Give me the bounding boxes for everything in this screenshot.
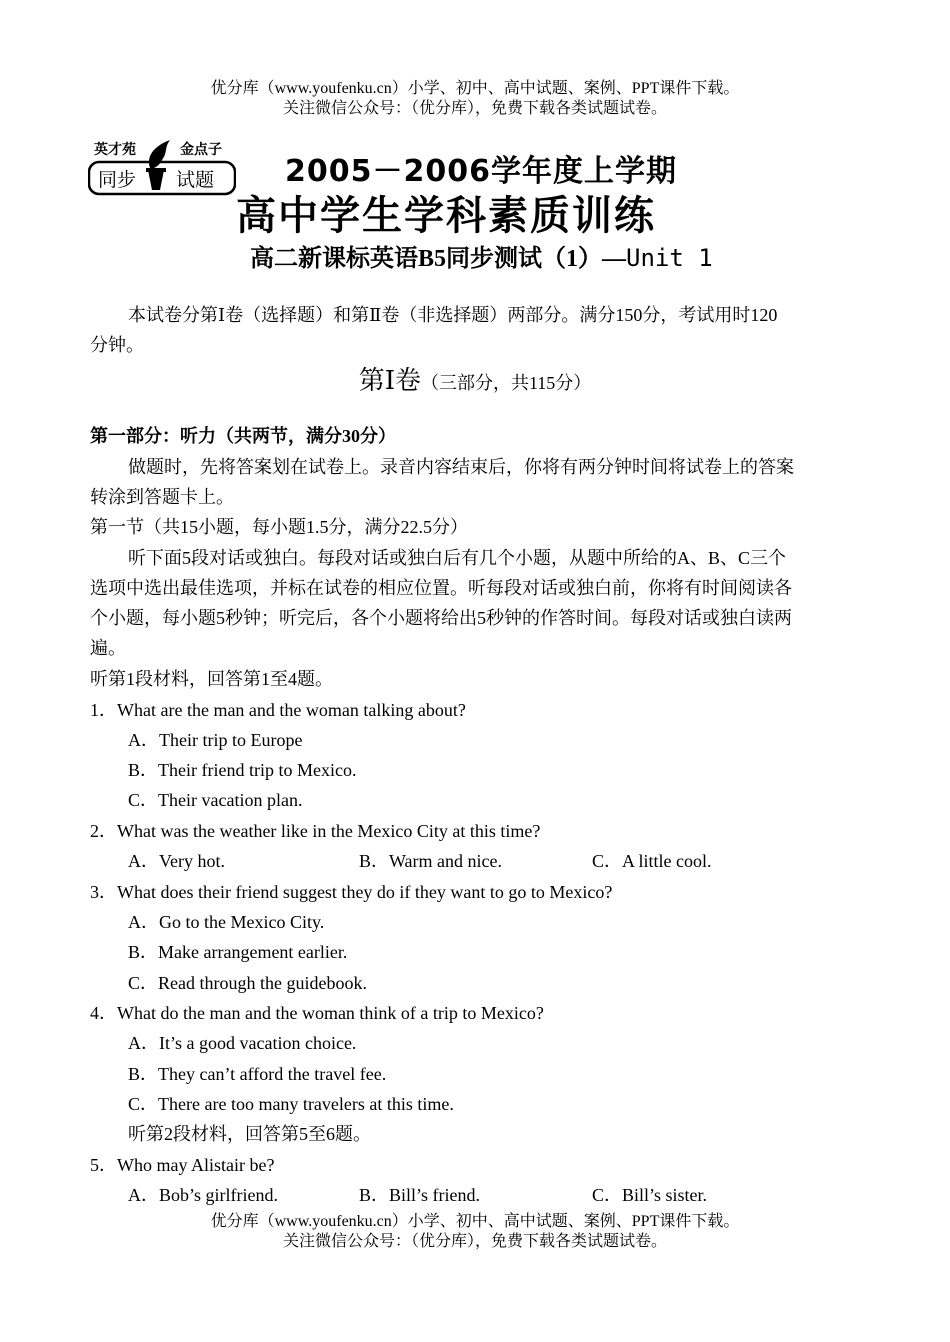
- title-year: 2005－2006学年度上学期: [285, 154, 677, 189]
- section-label-text: 第Ⅰ卷: [358, 366, 421, 395]
- intro-line-2: 分钟。: [90, 335, 144, 355]
- header-line-1: 优分库（www.youfenku.cn）小学、初中、高中试题、案例、PPT课件下载。: [210, 80, 740, 97]
- question-1-option-c: C．Their vacation plan.: [128, 790, 303, 810]
- footer-line-1: 优分库（www.youfenku.cn）小学、初中、高中试题、案例、PPT课件下载。: [210, 1213, 740, 1230]
- part1-sub1-heading: 第一节（共15小题，每小题1.5分，满分22.5分）: [90, 517, 468, 537]
- question-5-option-b: B．Bill’s friend.: [359, 1185, 480, 1205]
- section-label: [0, 360, 950, 397]
- logo-text-bottom-left: 同步: [98, 169, 137, 191]
- question-4-stem: 4．What do the man and the woman think of a trip to Mexico?: [90, 1003, 544, 1023]
- question-2-option-c: C．A little cool.: [592, 851, 712, 871]
- footer-line-2: 关注微信公众号：（优分库），免费下载各类试题试卷。: [282, 1233, 667, 1250]
- question-2-option-a: A．Very hot.: [128, 851, 225, 871]
- question-1-option-b: B．Their friend trip to Mexico.: [128, 760, 357, 780]
- title-sub: [250, 238, 713, 273]
- part1-heading: 第一部分：听力（共两节，满分30分）: [90, 426, 396, 446]
- sub1-instr-line-1: 听下面5段对话或独白。每段对话或独白后有几个小题，从题中所给的A、B、C三个: [128, 548, 787, 568]
- sub1-instr-line-2: 选项中选出最佳选项，并标在试卷的相应位置。听每段对话或独白前，你将有时间阅读各: [90, 578, 792, 598]
- header-line-2: 关注微信公众号：（优分库），免费下载各类试题试卷。: [282, 100, 667, 117]
- intro-line-1: 本试卷分第Ⅰ卷（选择题）和第Ⅱ卷（非选择题）两部分。满分150分，考试用时120: [128, 305, 778, 325]
- question-5-stem: 5．Who may Alistair be?: [90, 1155, 275, 1175]
- question-3-option-c: C．Read through the guidebook.: [128, 973, 367, 993]
- part1-instr-line-2: 转涂到答题卡上。: [90, 487, 234, 507]
- question-1-option-a: A．Their trip to Europe: [128, 730, 303, 750]
- question-3-stem: 3．What does their friend suggest they do if they want to go to Mexico?: [90, 882, 613, 902]
- sub1-instr-line-4: 遍。: [90, 638, 126, 658]
- question-4-option-b: B．They can’t afford the travel fee.: [128, 1064, 387, 1084]
- section-note: （三部分，共115分）: [420, 373, 592, 393]
- question-4-option-c: C．There are too many travelers at this time.: [128, 1094, 454, 1114]
- title-sub-unit: Unit 1: [626, 244, 713, 272]
- material-1-note: 听第1段材料，回答第1至4题。: [90, 669, 333, 689]
- material-2-note: 听第2段材料，回答第5至6题。: [128, 1124, 371, 1144]
- sub1-instr-line-3: 个小题，每小题5秒钟；听完后，各个小题将给出5秒钟的作答时间。每段对话或独白读两: [90, 608, 792, 628]
- question-5-option-a: A．Bob’s girlfriend.: [128, 1185, 278, 1205]
- logo-text-top-right: 金点子: [180, 142, 222, 158]
- logo-text-bottom-right: 试题: [176, 169, 215, 191]
- question-1-stem: 1．What are the man and the woman talking about?: [90, 700, 466, 720]
- question-2-option-b: B．Warm and nice.: [359, 851, 503, 871]
- question-4-option-a: A．It’s a good vacation choice.: [128, 1033, 357, 1053]
- title-sub-text: 高二新课标英语B5同步测试（1）—: [250, 246, 627, 272]
- part1-instr-line-1: 做题时，先将答案划在试卷上。录音内容结束后，你将有两分钟时间将试卷上的答案: [128, 457, 794, 477]
- logo-text-top-left: 英才苑: [94, 142, 136, 158]
- logo: [88, 138, 236, 196]
- question-3-option-a: A．Go to the Mexico City.: [128, 912, 325, 932]
- question-3-option-b: B．Make arrangement earlier.: [128, 942, 348, 962]
- question-2-stem: 2．What was the weather like in the Mexico City at this time?: [90, 821, 541, 841]
- question-5-option-c: C．Bill’s sister.: [592, 1185, 708, 1205]
- title-main: 高中学生学科素质训练: [236, 193, 656, 239]
